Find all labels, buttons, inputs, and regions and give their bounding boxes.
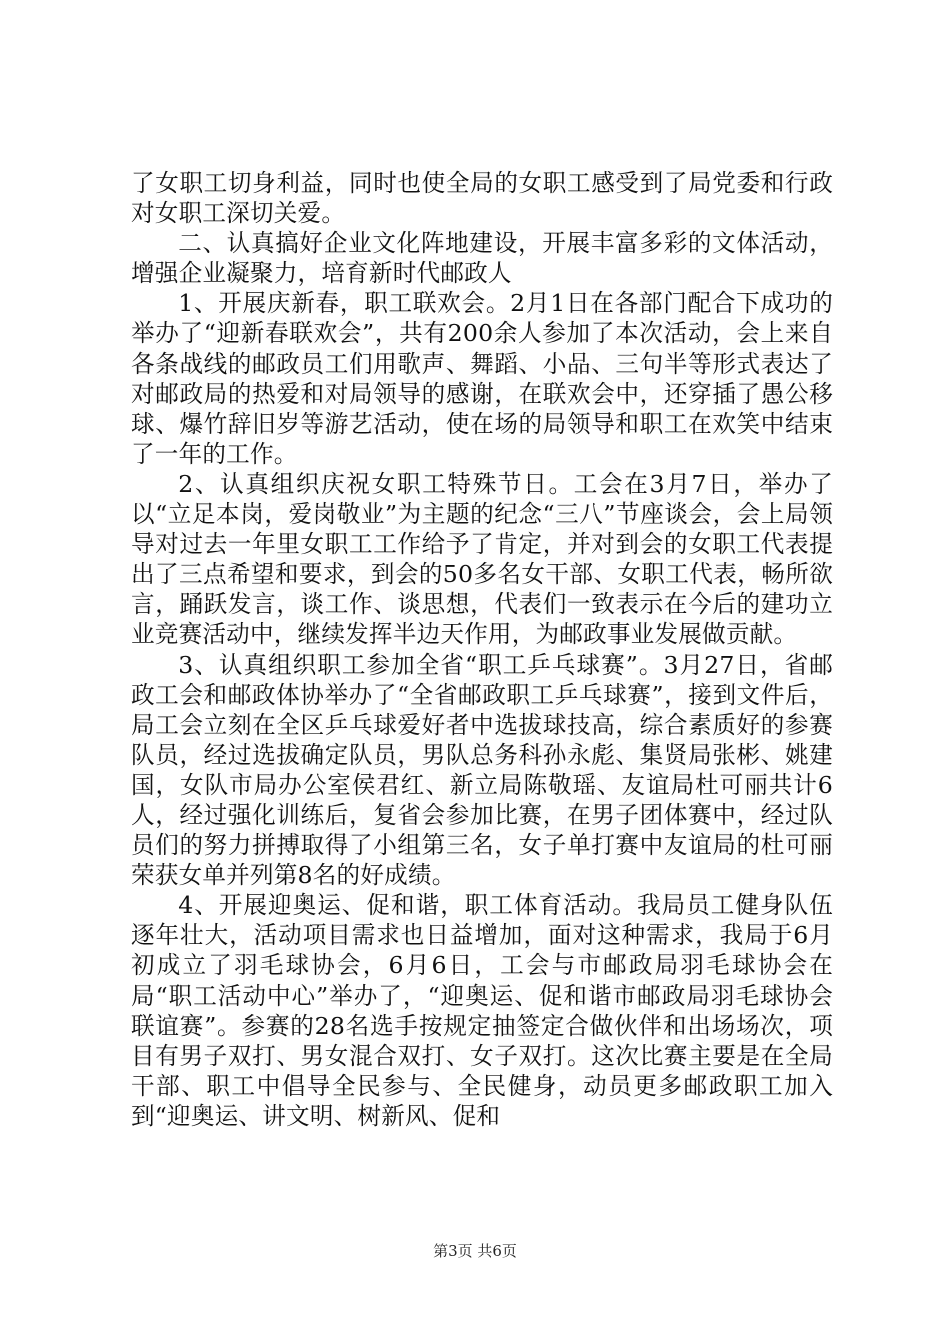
paragraph: 4、开展迎奥运、促和谐，职工体育活动。我局员工健身队伍逐年壮大，活动项目需求也日益增加，面对这种需求，我局于6月初成立了羽毛球协会，6月6日，工会与市邮政局羽毛球协会在局“职工活动中心”举办了，“迎奥运、促和谐市邮政局羽毛球协会联谊赛”。参赛的28名选手按规定抽签定合做伙伴和出场场次，项目有男子双打、男女混合双打、女子双打。这次比赛主要是在全局干部、职工中倡导全民参与、全民健身，动员更多邮政职工加入到“迎奥运、讲文明、树新风、促和: [131, 891, 833, 1130]
paragraph: 1、开展庆新春，职工联欢会。2月1日在各部门配合下成功的举办了“迎新春联欢会”，共有200余人参加了本次活动，会上来自各条战线的邮政员工们用歌声、舞蹈、小品、三句半等形式表达了对邮政局的热爱和对局领导的感谢，在联欢会中，还穿插了愚公移球、爆竹辞旧岁等游艺活动，使在场的局领导和职工在欢笑中结束了一年的工作。: [131, 289, 833, 468]
document-body: [131, 168, 833, 1131]
paragraph: 3、认真组织职工参加全省“职工乒乓球赛”。3月27日，省邮政工会和邮政体协举办了“全省邮政职工乒乓球赛”，接到文件后，局工会立刻在全区乒乓球爱好者中选拔球技高，综合素质好的参赛队员，经过选拔确定队员，男队总务科孙永彪、集贤局张彬、姚建国，女队市局办公室侯君红、新立局陈敬瑶、友谊局杜可丽共计6人，经过强化训练后，复省会参加比赛，在男子团体赛中，经过队员们的努力拼搏取得了小组第三名，女子单打赛中友谊局的杜可丽荣获女单并列第8名的好成绩。: [131, 650, 833, 890]
page-number-footer: 第3页 共6页: [433, 1242, 517, 1260]
section-heading: 二、认真搞好企业文化阵地建设，开展丰富多彩的文体活动，增强企业凝聚力，培育新时代邮政人: [131, 229, 833, 288]
paragraph: 了女职工切身利益，同时也使全局的女职工感受到了局党委和行政对女职工深切关爱。: [131, 169, 833, 228]
paragraph: 2、认真组织庆祝女职工特殊节日。工会在3月7日，举办了以“立足本岗，爱岗敬业”为主题的纪念“三八”节座谈会，会上局领导对过去一年里女职工工作给予了肯定，并对到会的女职工代表提出了三点希望和要求，到会的50多名女干部、女职工代表，畅所欲言，踊跃发言，谈工作、谈思想，代表们一致表示在今后的建功立业竞赛活动中，继续发挥半边天作用，为邮政事业发展做贡献。: [131, 469, 833, 649]
